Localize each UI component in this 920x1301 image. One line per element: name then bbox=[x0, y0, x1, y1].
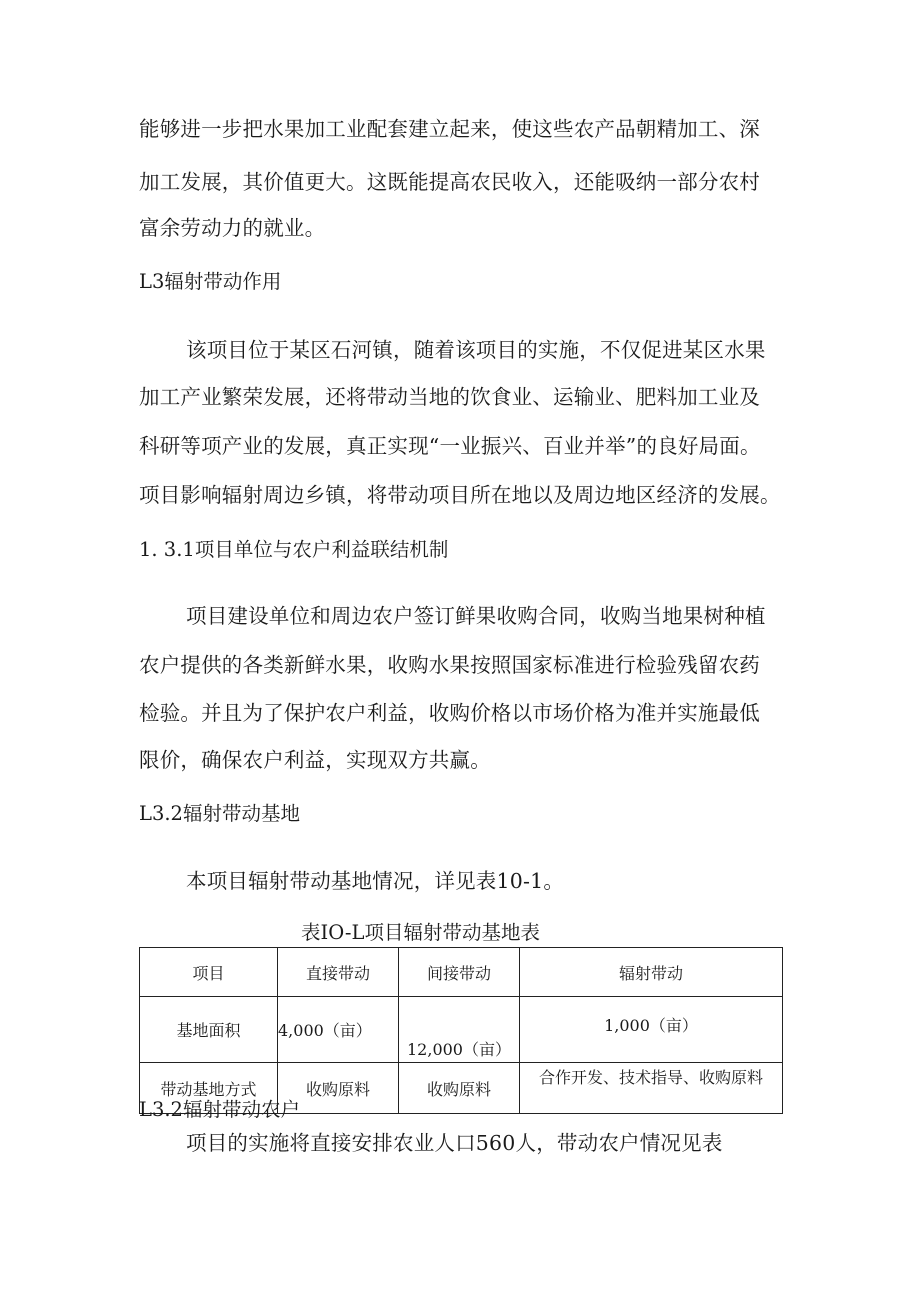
table-header-cell: 直接带动 bbox=[278, 948, 399, 997]
paragraph-line: 能够进一步把水果加工业配套建立起来，使这些农产品朝精加工、深 bbox=[139, 117, 760, 141]
table-header-cell: 辐射带动 bbox=[520, 948, 783, 997]
table-cell: 合作开发、技术指导、收购原料 bbox=[520, 1063, 783, 1114]
base-table bbox=[139, 947, 783, 1114]
section-heading: L3.2辐射带动基地 bbox=[139, 802, 300, 825]
paragraph-line: 限价，确保农户利益，实现双方共赢。 bbox=[139, 748, 491, 772]
paragraph-line: 富余劳动力的就业。 bbox=[139, 216, 326, 240]
table-cell: 1,000（亩） bbox=[520, 997, 783, 1063]
paragraph-line: 项目的实施将直接安排农业人口560人，带动农户情况见表 bbox=[186, 1131, 723, 1155]
section-heading: L3辐射带动作用 bbox=[139, 270, 282, 293]
paragraph-line: 农户提供的各类新鲜水果，收购水果按照国家标准进行检验残留农药 bbox=[139, 653, 760, 677]
table-header-cell: 项目 bbox=[140, 948, 278, 997]
section-heading: 1. 3.1项目单位与农户利益联结机制 bbox=[139, 538, 449, 561]
paragraph-line: 项目影响辐射周边乡镇，将带动项目所在地以及周边地区经济的发展。 bbox=[139, 483, 781, 507]
table-cell: 收购原料 bbox=[399, 1063, 520, 1114]
table-cell: 12,000（亩） bbox=[399, 997, 520, 1063]
table-cell: 收购原料 bbox=[278, 1063, 399, 1114]
table-row bbox=[140, 997, 783, 1063]
paragraph-line: 项目建设单位和周边农户签订鲜果收购合同，收购当地果树种植 bbox=[186, 604, 766, 628]
table-header-cell: 间接带动 bbox=[399, 948, 520, 997]
paragraph-line: 本项目辐射带动基地情况，详见表10-1。 bbox=[186, 869, 565, 893]
paragraph-line: 加工产业繁荣发展，还将带动当地的饮食业、运输业、肥料加工业及 bbox=[139, 385, 760, 409]
table-cell: 基地面积 bbox=[140, 997, 278, 1063]
paragraph-line: 科研等项产业的发展，真正实现“一业振兴、百业并举”的良好局面。 bbox=[139, 434, 761, 458]
section-heading: L3.2辐射带动农户 bbox=[139, 1098, 300, 1121]
paragraph-line: 加工发展，其价值更大。这既能提高农民收入，还能吸纳一部分农村 bbox=[139, 170, 760, 194]
table-cell: 4,000（亩） bbox=[278, 997, 399, 1063]
table-cell: 带动基地方式 bbox=[140, 1063, 278, 1114]
table-caption: 表IO-L项目辐射带动基地表 bbox=[301, 921, 540, 944]
table-header-row bbox=[140, 948, 783, 997]
paragraph-line: 该项目位于某区石河镇，随着该项目的实施，不仅促进某区水果 bbox=[186, 338, 766, 362]
paragraph-line: 检验。并且为了保护农户利益，收购价格以市场价格为准并实施最低 bbox=[139, 701, 760, 725]
